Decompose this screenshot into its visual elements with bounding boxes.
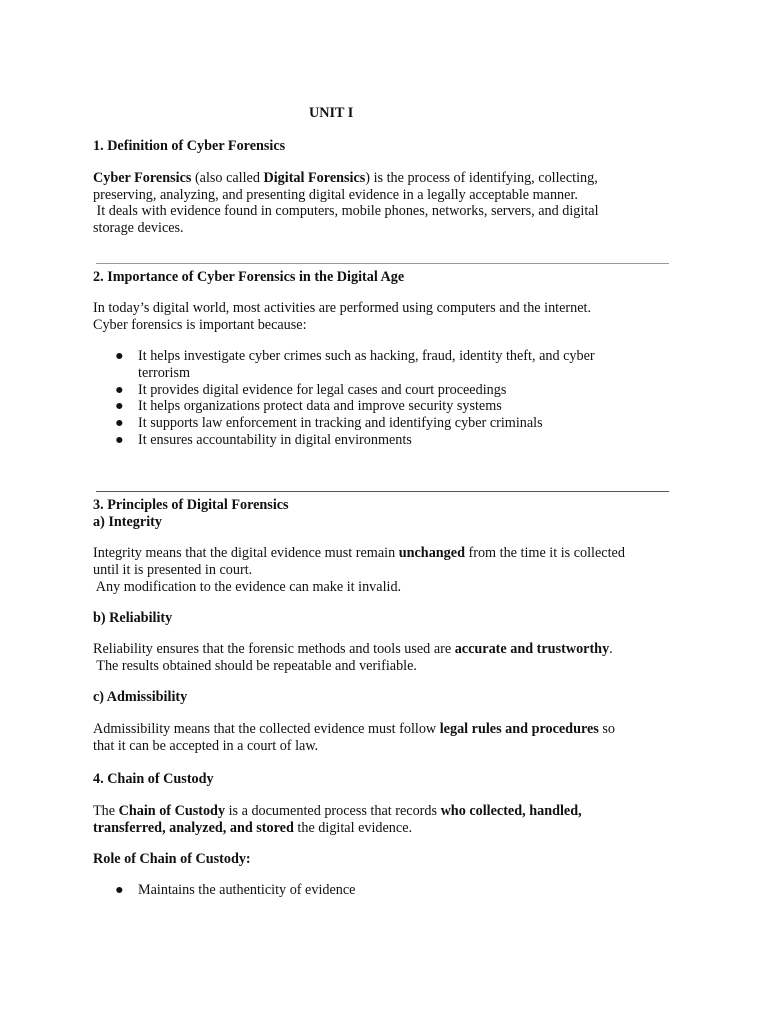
reliability-heading: b) Reliability [93, 610, 173, 626]
section-2-heading: 2. Importance of Cyber Forensics in the Digital Age [93, 269, 405, 285]
section-1-paragraph-line-4: storage devices. [93, 220, 184, 236]
reliability-line-2: The results obtained should be repeatable and verifiable. [93, 658, 417, 674]
admissibility-heading: c) Admissibility [93, 689, 188, 705]
integrity-line-3: Any modification to the evidence can make it invalid. [93, 579, 402, 595]
bullet-icon: ● [115, 348, 124, 364]
section-4-paragraph-line-1: The Chain of Custody is a documented process that records who collected, handled, [93, 803, 582, 819]
role-of-chain-of-custody-heading: Role of Chain of Custody: [93, 851, 251, 867]
divider [96, 491, 669, 492]
divider [96, 263, 669, 264]
admissibility-line-1: Admissibility means that the collected evidence must follow legal rules and procedures so [93, 721, 615, 737]
section-1-heading: 1. Definition of Cyber Forensics [93, 138, 286, 154]
bullet-icon: ● [115, 415, 124, 431]
unit-title: UNIT I [309, 105, 354, 121]
integrity-heading: a) Integrity [93, 514, 162, 530]
section-4-heading: 4. Chain of Custody [93, 771, 214, 787]
bullet-icon: ● [115, 882, 124, 898]
section-2-intro-line-1: In today’s digital world, most activities are performed using computers and the internet. [93, 300, 592, 316]
bullet-icon: ● [115, 398, 124, 414]
section-1-paragraph-line-1: Cyber Forensics (also called Digital Forensics) is the process of identifying, collecting, [93, 170, 598, 186]
section-1-paragraph-line-2: preserving, analyzing, and presenting digital evidence in a legally acceptable manner. [93, 187, 578, 203]
bullet-icon: ● [115, 432, 124, 448]
admissibility-line-2: that it can be accepted in a court of law. [93, 738, 319, 754]
section-4-paragraph-line-2: transferred, analyzed, and stored the digital evidence. [93, 820, 413, 836]
reliability-line-1: Reliability ensures that the forensic methods and tools used are accurate and trustworthy. [93, 641, 613, 657]
integrity-line-2: until it is presented in court. [93, 562, 253, 578]
integrity-line-1: Integrity means that the digital evidence must remain unchanged from the time it is collected [93, 545, 625, 561]
section-3-heading: 3. Principles of Digital Forensics [93, 497, 289, 513]
section-2-intro-line-2: Cyber forensics is important because: [93, 317, 307, 333]
bullet-icon: ● [115, 382, 124, 398]
section-1-paragraph-line-3: It deals with evidence found in computers, mobile phones, networks, servers, and digital [93, 203, 599, 219]
